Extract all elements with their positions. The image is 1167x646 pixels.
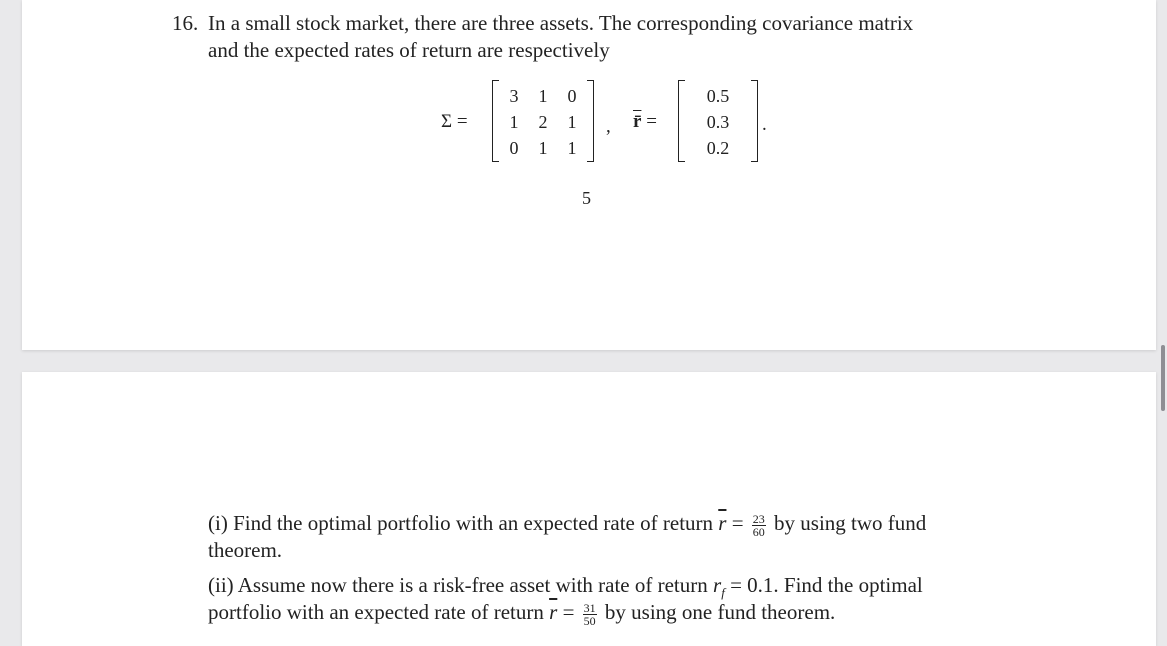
rf-r: r — [713, 573, 722, 597]
right-bracket — [587, 80, 594, 162]
expected-return-vector — [678, 80, 758, 162]
risk-free-rate-symbol — [713, 573, 725, 601]
rf-subscript: f — [721, 585, 725, 601]
document-page-1 — [22, 0, 1156, 350]
equation-period: . — [762, 114, 767, 135]
matrix-cell: 1 — [509, 112, 519, 132]
part-ii-text-end: = 0.1. Find the optimal — [730, 573, 923, 597]
matrix-cell: 1 — [567, 138, 577, 158]
part-ii-line2-text: portfolio with an expected rate of return — [208, 600, 544, 624]
sigma-symbol: Σ — [441, 111, 453, 132]
matrix-cell: 1 — [567, 112, 577, 132]
fraction — [752, 513, 766, 538]
vector-cell: 0.3 — [706, 112, 730, 132]
r-bar: $\overline{r}$ — [718, 511, 727, 535]
covariance-matrix — [492, 80, 594, 162]
r-bar: $\overline{r}$ — [549, 600, 558, 624]
left-bracket — [492, 80, 499, 162]
part-i-text: (i) Find the optimal portfolio with an expected rate of return — [208, 511, 714, 535]
fraction-denominator: 50 — [583, 613, 596, 628]
left-bracket — [678, 80, 685, 162]
equals: = — [731, 511, 744, 535]
equals: = — [562, 600, 575, 624]
problem-intro-line-2: and the expected rates of return are respectively — [208, 38, 610, 62]
part-i-line-1 — [208, 510, 926, 538]
matrix-cell: 2 — [538, 112, 548, 132]
fraction-numerator: 23 — [752, 511, 765, 526]
problem-intro-line-1: In a small stock market, there are three assets. The corresponding covariance matrix — [208, 11, 914, 35]
document-page-2 — [22, 372, 1156, 646]
page-number: 5 — [582, 188, 591, 208]
vertical-scrollbar[interactable] — [1161, 345, 1165, 411]
sigma-label — [441, 111, 468, 133]
problem-number: 16. — [172, 11, 199, 35]
part-i-text-end: by using two fund — [774, 511, 927, 535]
part-ii-text: (ii) Assume now there is a risk-free asset with rate of return — [208, 573, 708, 597]
matrix-cell: 0 — [567, 86, 577, 106]
right-bracket — [751, 80, 758, 162]
matrix-cell: 3 — [509, 86, 519, 106]
vector-cell: 0.2 — [706, 138, 730, 158]
part-ii-line-2 — [208, 599, 835, 627]
r-equals: = — [646, 111, 657, 132]
matrix-cell: 1 — [538, 138, 548, 158]
r-symbol: r̄ — [633, 111, 642, 132]
fraction-numerator: 31 — [583, 600, 596, 615]
part-i-line-2: theorem. — [208, 538, 283, 562]
fraction-denominator: 60 — [752, 524, 765, 539]
matrix-cell: 0 — [509, 138, 519, 158]
vector-cell: 0.5 — [706, 86, 730, 106]
sigma-equals: = — [456, 111, 468, 132]
fraction — [583, 602, 597, 627]
equation-comma: , — [606, 116, 611, 137]
r-vector-label — [633, 111, 657, 133]
matrix-cell: 1 — [538, 86, 548, 106]
part-ii-line2-end: by using one fund theorem. — [604, 600, 836, 624]
